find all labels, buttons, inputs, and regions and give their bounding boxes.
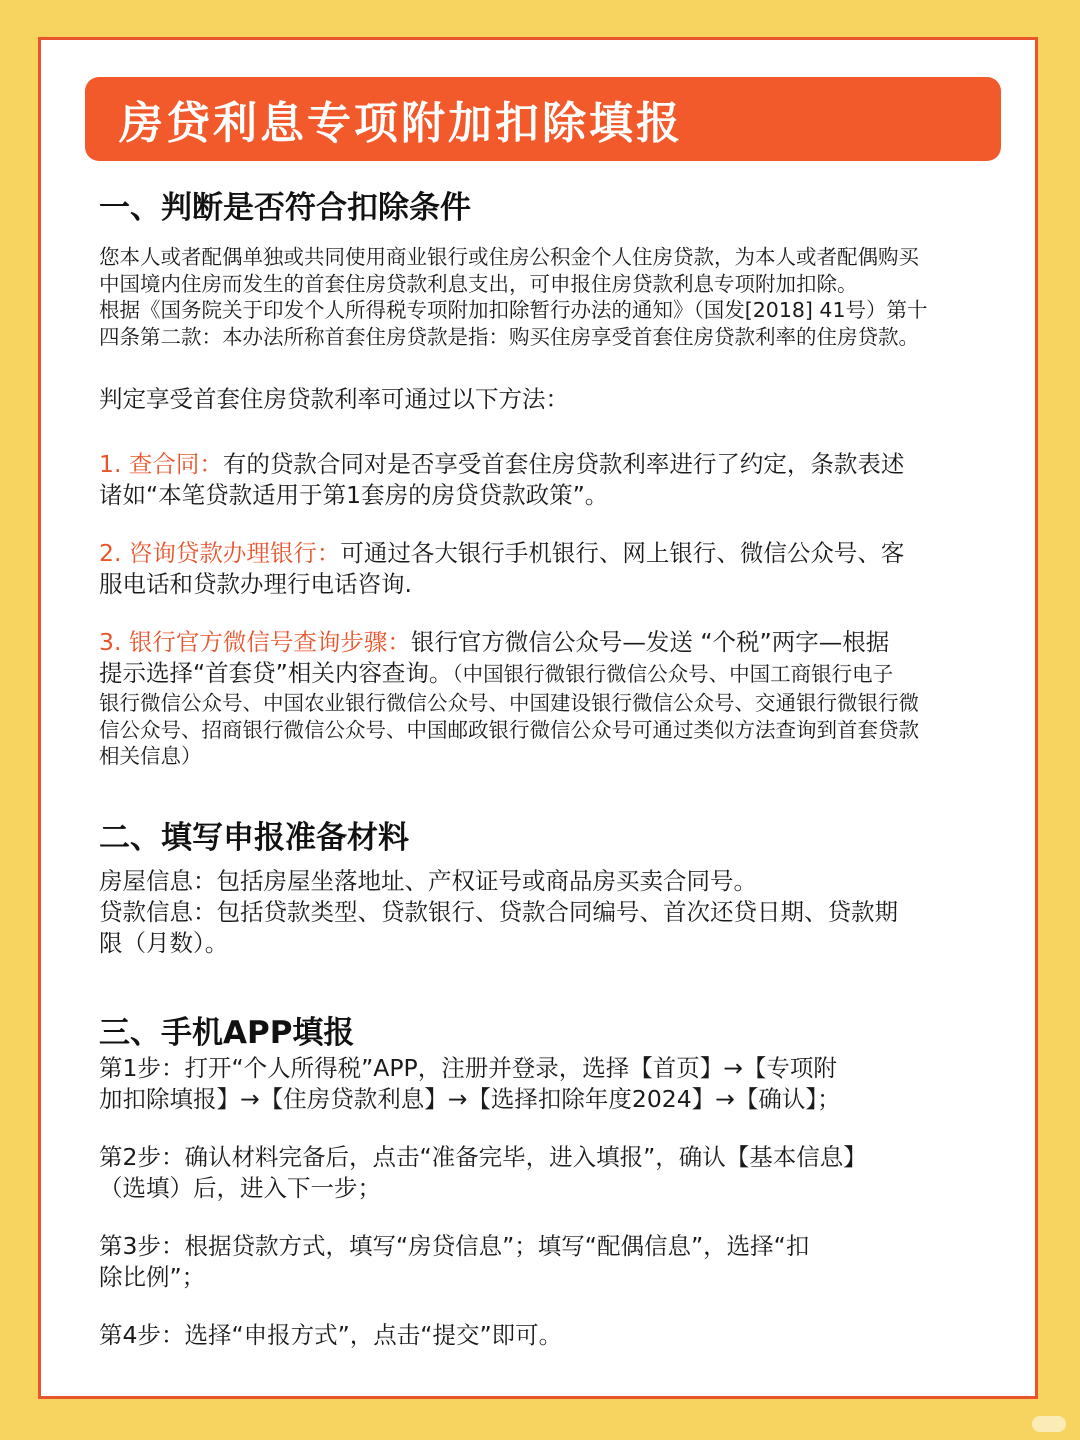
page-title: 房贷利息专项附加扣除填报	[119, 98, 683, 149]
method3-note-line: 银行微信公众号、中国农业银行微信公众号、中国建设银行微信公众号、交通银行微银行微	[99, 691, 919, 715]
method1-text: 有的贷款合同对是否享受首套住房贷款利率进行了约定，条款表述	[222, 450, 905, 478]
section1-heading: 一、判断是否符合扣除条件	[99, 190, 471, 226]
method2-text: 可通过各大银行手机银行、网上银行、微信公众号、客	[340, 539, 905, 567]
step4-line: 第4步：选择“申报方式”，点击“提交”即可。	[99, 1320, 563, 1349]
method1-line1	[99, 449, 999, 480]
title-banner	[85, 77, 1001, 161]
methods-intro: 判定享受首套住房贷款利率可通过以下方法：	[99, 385, 569, 413]
step3-line: 除比例”；	[99, 1262, 206, 1291]
method3-note-line: 信公众号、招商银行微信公众号、中国邮政银行微信公众号可通过类似方法查询到首套贷款	[99, 717, 919, 742]
step3-line: 第3步：根据贷款方式，填写“房贷信息”；填写“配偶信息”，选择“扣	[99, 1231, 810, 1260]
method3-note-start: （中国银行微银行微信公众号、中国工商银行电子	[452, 662, 894, 686]
content-card	[38, 37, 1038, 1399]
method3-label: 3. 银行官方微信号查询步骤：	[99, 628, 411, 656]
section1-para-line: 您本人或者配偶单独或共同使用商业银行或住房公积金个人住房贷款，为本人或者配偶购买	[99, 245, 919, 269]
section1-para-line: 根据《国务院关于印发个人所得税专项附加扣除暂行办法的通知》（国发[2018] 41号）第十	[99, 298, 928, 322]
method2-label: 2. 咨询贷款办理银行：	[99, 539, 341, 567]
section2-heading: 二、填写申报准备材料	[99, 819, 409, 856]
method3-line2	[99, 658, 999, 690]
step1-line: 第1步：打开“个人所得税”APP，注册并登录，选择【首页】→【专项附	[99, 1053, 837, 1082]
step2-line: 第2步：确认材料完备后，点击“准备完毕，进入填报”，确认【基本信息】	[99, 1142, 867, 1171]
method3-text: 银行官方微信公众号—发送 “个税”两字—根据	[410, 628, 890, 656]
method1-label: 1. 查合同：	[99, 450, 223, 478]
article-body	[99, 188, 999, 1351]
method3-line1	[99, 627, 999, 658]
method3-text2: 提示选择“首套贷”相关内容查询。	[99, 659, 453, 687]
method3-note-line: 相关信息）	[99, 744, 202, 768]
section2-line: 限（月数）。	[99, 928, 229, 957]
section3-heading: 三、手机APP填报	[99, 1014, 355, 1051]
section1-para-line: 四条第二款：本办法所称首套住房贷款是指：购买住房享受首套住房贷款利率的住房贷款。	[99, 324, 919, 349]
section1-para-line: 中国境内住房而发生的首套住房贷款利息支出，可申报住房贷款利息专项附加扣除。	[99, 271, 858, 296]
step2-line: （选填）后，进入下一步；	[99, 1173, 381, 1202]
step1-line: 加扣除填报】→【住房贷款利息】→【选择扣除年度2024】→【确认】；	[99, 1084, 841, 1113]
method2-line1	[99, 538, 999, 569]
method1-line2: 诸如“本笔贷款适用于第1套房的房贷贷款政策”。	[99, 481, 609, 509]
watermark-badge	[1032, 1416, 1066, 1432]
section2-line: 贷款信息：包括贷款类型、贷款银行、贷款合同编号、首次还贷日期、贷款期	[99, 897, 898, 926]
section2-line: 房屋信息：包括房屋坐落地址、产权证号或商品房买卖合同号。	[99, 866, 757, 895]
method2-line2: 服电话和贷款办理行电话咨询.	[99, 570, 412, 598]
